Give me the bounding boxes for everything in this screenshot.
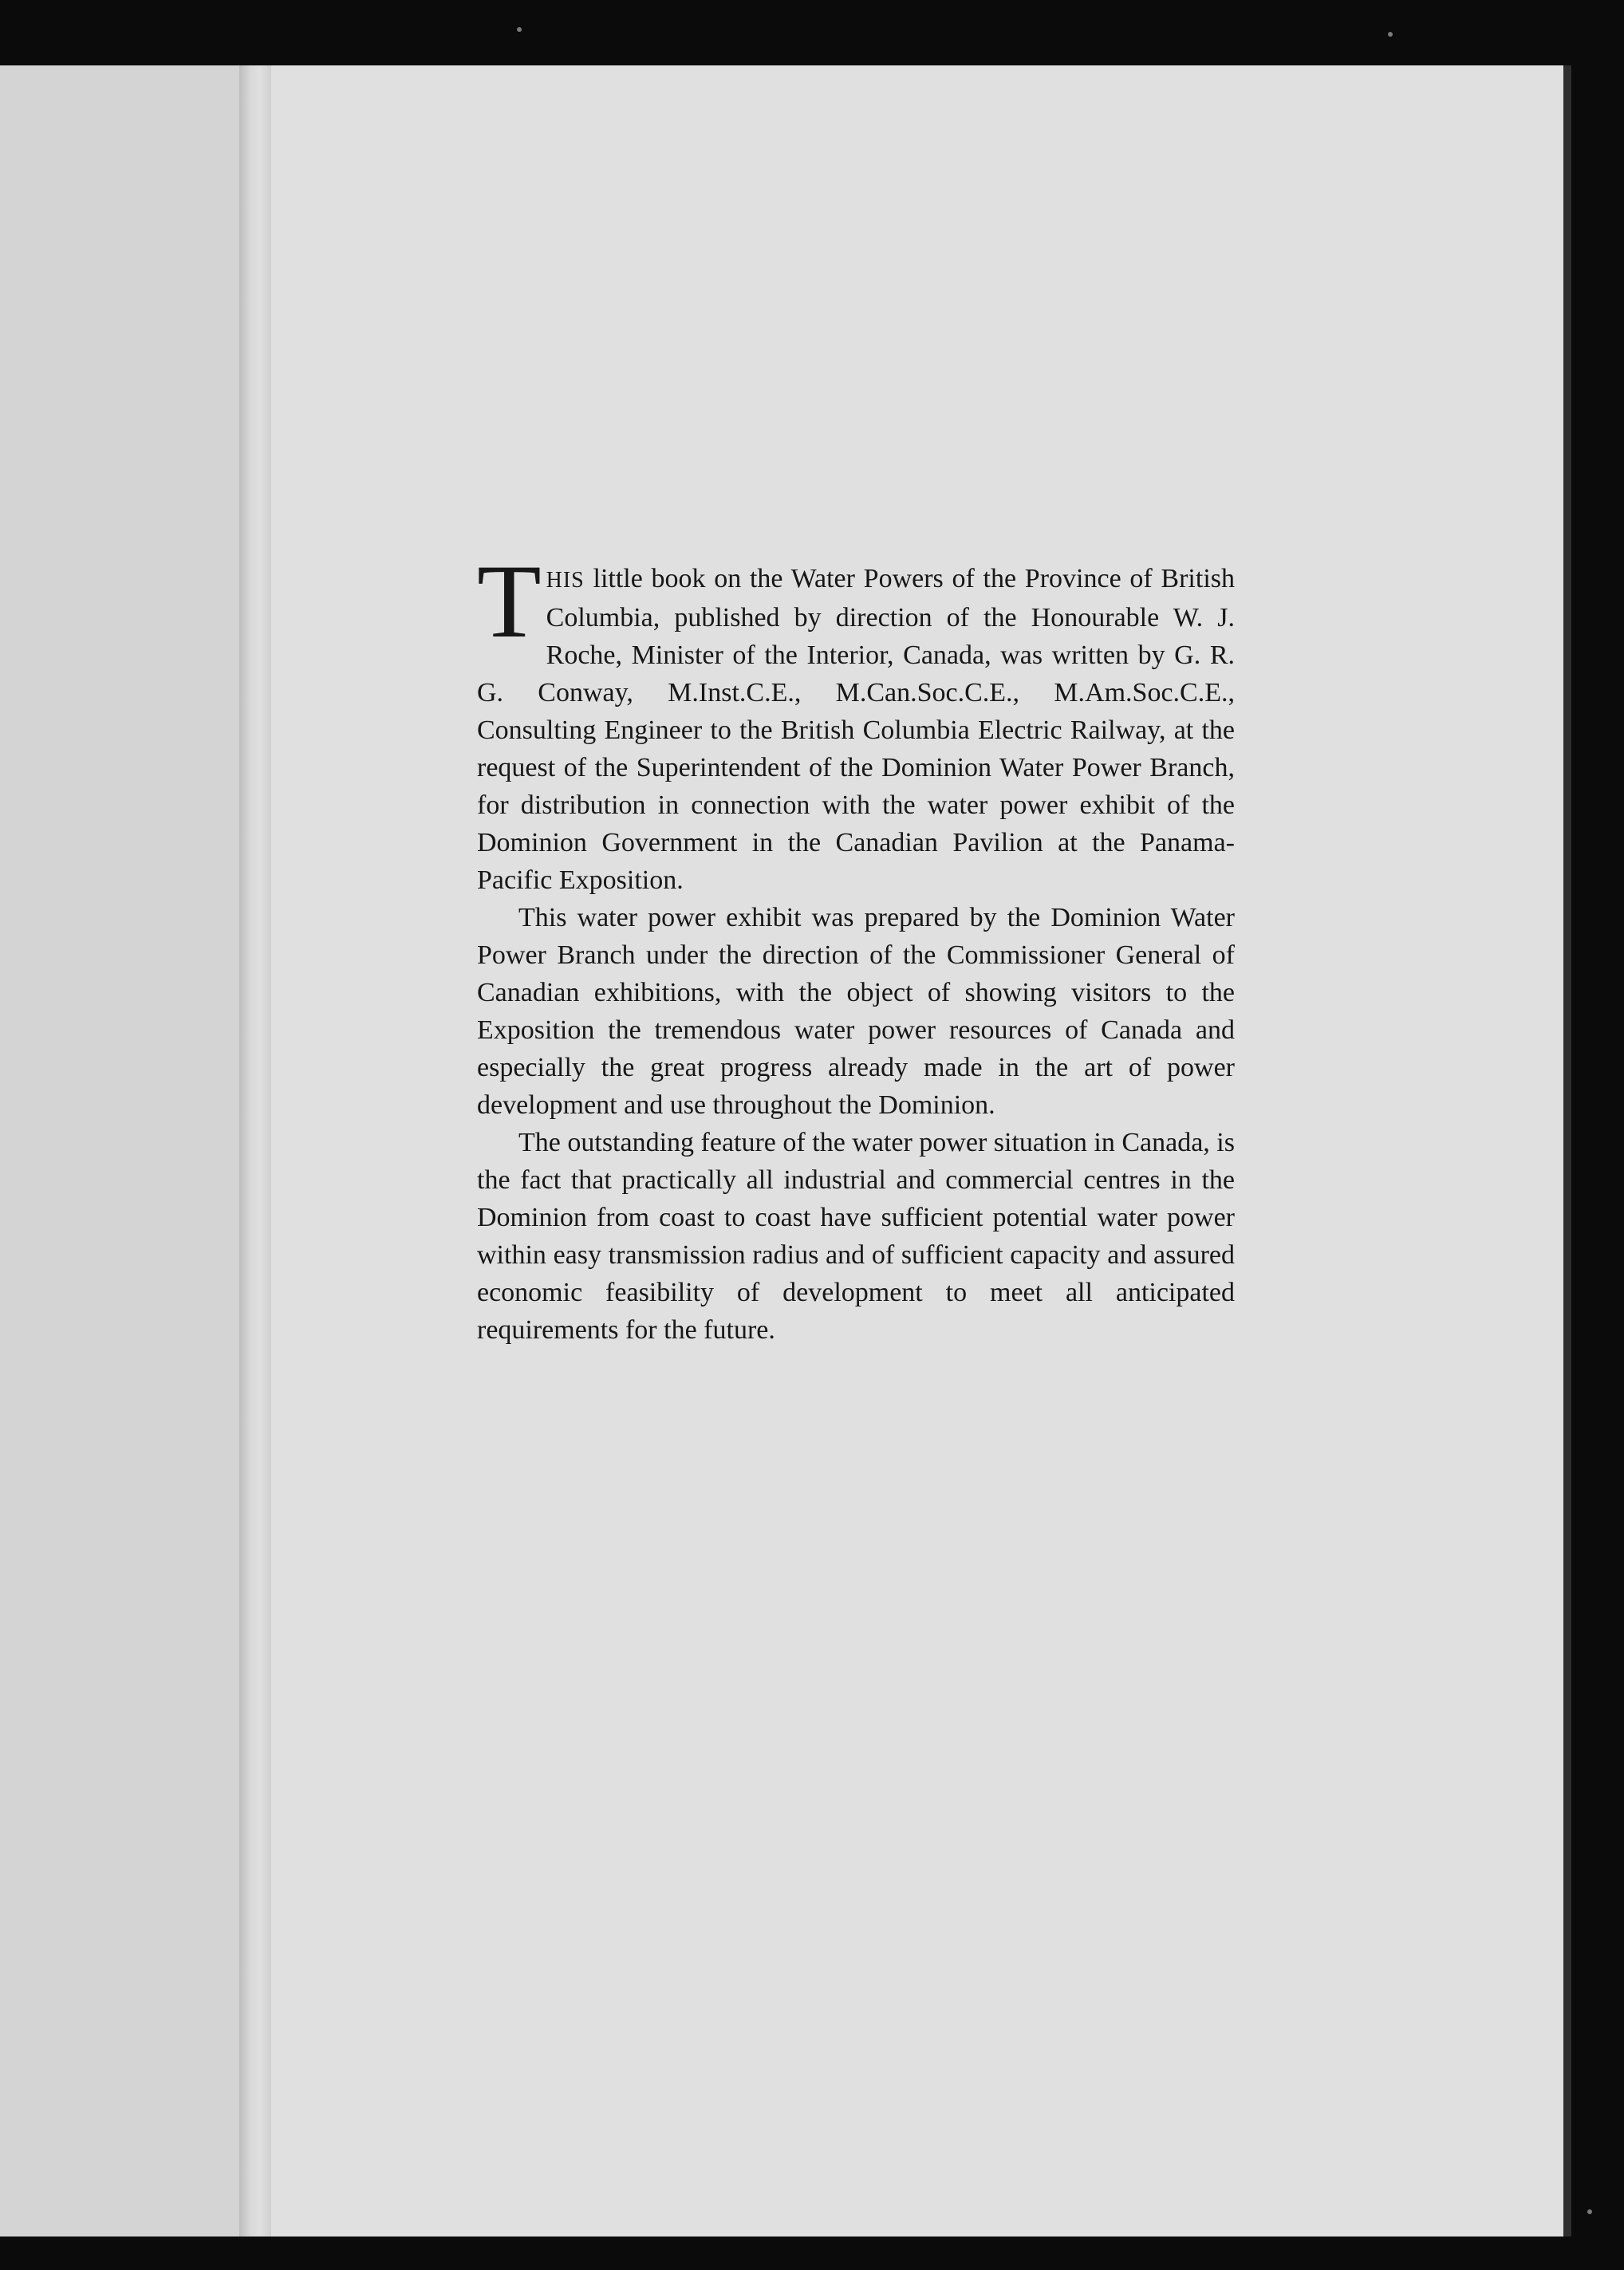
left-page	[0, 65, 239, 2237]
paragraph-3: The outstanding feature of the water power situation in Canada, is the fact that practically all industrial and commercial centres in the Dominion from coast to coast have sufficient potential water power within easy transmission radius and of sufficient capacity and assured economic feasibility of development to meet all anticipated requirements for the future.	[477, 1128, 1235, 1345]
dust-speck	[1587, 2209, 1592, 2214]
dust-speck	[517, 27, 522, 32]
lead-in-small-caps: HIS	[546, 568, 585, 593]
drop-cap: T	[477, 542, 542, 660]
body-text	[477, 542, 1235, 1349]
page-edge-shadow	[1563, 65, 1571, 2237]
dust-speck	[1388, 32, 1393, 37]
paragraph-1	[477, 542, 1235, 899]
paragraph-2: This water power exhibit was prepared by the Dominion Water Power Branch under the direction of the Commissioner General of Canadian exhibitions, with the object of showing visitors to the Exposition the tremendous water power resources of Canada and especially the great progress already made in the art of power development and use throughout the Dominion.	[477, 903, 1235, 1120]
right-page	[271, 65, 1563, 2237]
page-gutter	[239, 65, 271, 2237]
paragraph-1-text: little book on the Water Powers of the Province of British Columbia, published by direction of the Honourable W. J. Roche, Minister of the Interior, Canada, was written by G. R. G. Conway, M.Inst.C.E., M.Can.Soc.C.E., M.Am.Soc.C.E., Consulting Engineer to the British Columbia Electric Railway, at the request of the Superintendent of the Dominion Water Power Branch, for distribution in connection with the water power exhibit of the Dominion Government in the Canadian Pavilion at the Panama-Pacific Exposition.	[477, 564, 1235, 895]
